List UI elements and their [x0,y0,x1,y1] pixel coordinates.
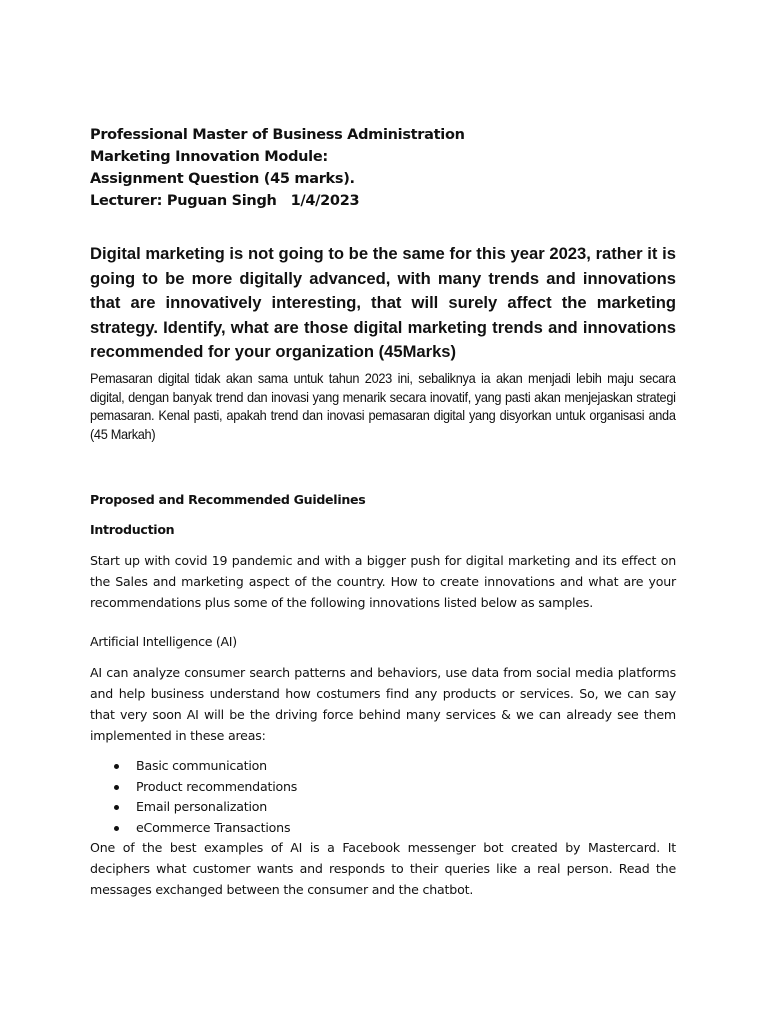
lecturer-name: Lecturer: Puguan Singh [90,193,277,209]
ai-paragraph: AI can analyze consumer search patterns and behaviors, use data from social media platforms and help business understand how costumers find any products or services. So, we can say that very soon AI will be the driving force behind many services & we can already see them implemented in these areas: [90,665,676,743]
guidelines-heading: Proposed and Recommended Guidelines [90,492,366,507]
assignment-title: Assignment Question (45 marks). [90,171,355,187]
list-item-label: Email personalization [136,799,268,814]
ai-example-paragraph: One of the best examples of AI is a Facebook messenger bot created by Mastercard. It deciphers what customer wants and responds to their queries like a real person. Read the messages exchanged between the consumer and the chatbot. [90,840,676,897]
ai-areas-list [90,756,676,838]
bullet-icon [114,785,119,790]
question-malay: Pemasaran digital tidak akan sama untuk tahun 2023 ini, sebaliknya ia akan menjadi lebih maju secara digital, dengan banyak trend dan inovasi yang menarik secara inovatif, yang pasti akan menjejaskan strategi pemasaran. Kenal pasti, apakah trend dan inovasi pemasaran digital yang disyorkan untuk organisasi anda (45 Markah) [90,371,676,442]
bullet-icon [114,826,119,831]
bullet-icon [114,764,119,769]
module-title: Marketing Innovation Module: [90,149,328,165]
question-english: Digital marketing is not going to be the same for this year 2023, rather it is going to be more digitally advanced, with many trends and innovations that are innovatively interesting, that will surely affect the marketing strategy. Identify, what are those digital marketing trends and innovations recommended for your organization (45Marks) [90,244,676,361]
list-item [90,797,676,818]
list-item-label: Basic communication [136,758,267,773]
ai-heading: Artificial Intelligence (AI) [90,634,237,649]
list-item [90,777,676,798]
lecturer-line [90,190,678,212]
list-item-label: Product recommendations [136,778,298,794]
document-header [90,124,678,212]
list-item-label: eCommerce Transactions [136,819,291,835]
document-page [90,0,678,1024]
bullet-icon [114,805,119,810]
list-item [90,818,676,839]
list-item [90,756,676,777]
lecturer-date: 1/4/2023 [290,193,360,209]
program-title: Professional Master of Business Administration [90,127,465,143]
introduction-paragraph: Start up with covid 19 pandemic and with a bigger push for digital marketing and its effect on the Sales and marketing aspect of the country. How to create innovations and what are your recommendations plus some of the following innovations listed below as samples. [90,553,676,610]
introduction-heading: Introduction [90,522,175,537]
